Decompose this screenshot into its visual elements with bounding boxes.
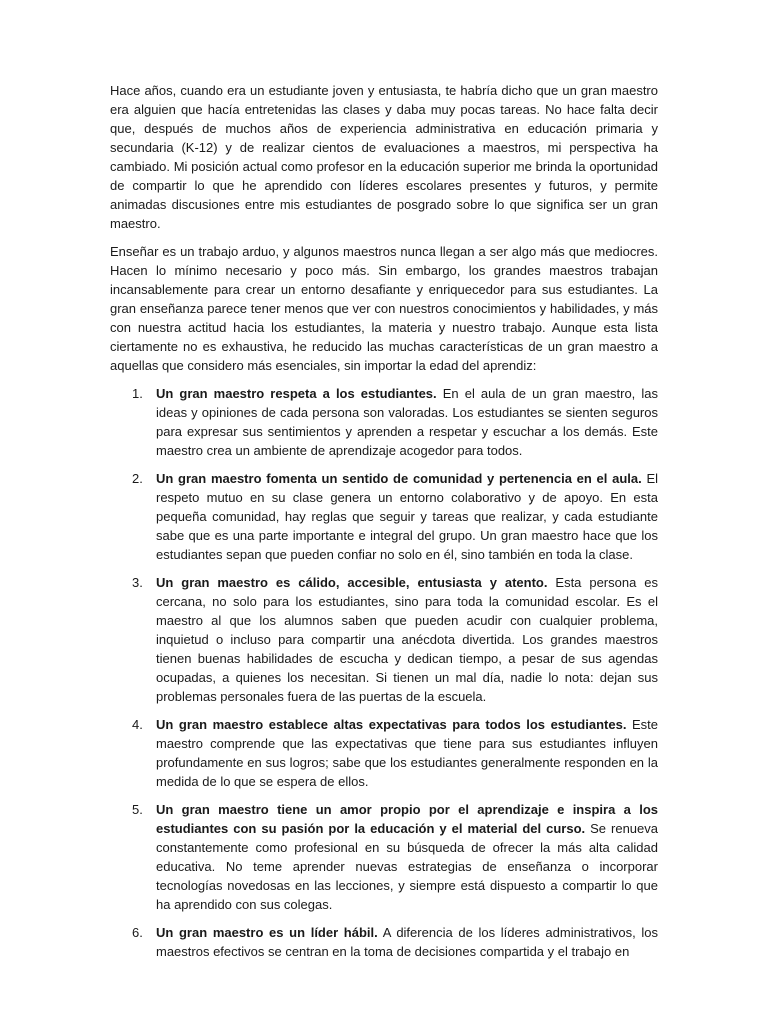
context-paragraph: Enseñar es un trabajo arduo, y algunos maestros nunca llegan a ser algo más que mediocres. Hacen lo mínimo necesario y poco más. Sin embargo, los grandes maestros trabajan incansablemente para crear un entorno desafiante y enriquecedor para sus estudiantes. La gran enseñanza parece tener menos que ver con nuestros conocimientos y habilidades, y más con nuestra actitud hacia los estudiantes, la materia y nuestro trabajo. Aunque esta lista ciertamente no es exhaustiva, he reducido las muchas características de un gran maestro a aquellas que considero más esenciales, sin importar la edad del aprendiz: (110, 244, 658, 373)
list-item (110, 715, 658, 791)
list-number: 4. (132, 717, 143, 732)
list-item-lead: Un gran maestro tiene un amor propio por el aprendizaje e inspira a los estudiantes con su pasión por la educación y el material del curso. (156, 802, 658, 836)
list-item-text: Se renueva constantemente como profesional en su búsqueda de ofrecer la más alta calidad educativa. No teme aprender nuevas estrategias de enseñanza o incorporar tecnologías novedosas en las lecciones, y siempre está dispuesto a compartir lo que ha aprendido con sus colegas. (156, 821, 658, 912)
intro-paragraph: Hace años, cuando era un estudiante joven y entusiasta, te habría dicho que un gran maestro era alguien que hacía entretenidas las clases y daba muy pocas tareas. No hace falta decir que, después de muchos años de experiencia administrativa en educación primaria y secundaria (K-12) y de realizar cientos de evaluaciones a maestros, mi perspectiva ha cambiado. Mi posición actual como profesor en la educación superior me brinda la oportunidad de compartir lo que he aprendido con líderes escolares presentes y futuros, y permite animadas discusiones entre mis estudiantes de posgrado sobre lo que significa ser un gran maestro. (110, 83, 658, 231)
document-page (110, 81, 658, 970)
list-item-lead: Un gran maestro es un líder hábil. (156, 925, 378, 940)
list-item (110, 923, 658, 961)
list-item-lead: Un gran maestro respeta a los estudiantes. (156, 386, 437, 401)
list-item-text: El respeto mutuo en su clase genera un entorno colaborativo y de apoyo. En esta pequeña comunidad, hay reglas que seguir y tareas que realizar, y cada estudiante sabe que es una parte importante e integral del grupo. Un gran maestro hace que los estudiantes sepan que pueden confiar no solo en él, sino también en toda la clase. (156, 471, 658, 562)
list-number: 6. (132, 925, 143, 940)
list-number: 5. (132, 802, 143, 817)
list-item-lead: Un gran maestro establece altas expectativas para todos los estudiantes. (156, 717, 627, 732)
list-item-text: A diferencia de los líderes administrativos, los maestros efectivos se centran en la toma de decisiones compartida y el trabajo en (156, 925, 658, 959)
list-item (110, 384, 658, 460)
list-item (110, 469, 658, 564)
list-number: 2. (132, 471, 143, 486)
list-number: 3. (132, 575, 143, 590)
list-item (110, 800, 658, 914)
list-item-text: Esta persona es cercana, no solo para los estudiantes, sino para toda la comunidad escolar. Es el maestro al que los alumnos saben que pueden acudir con cualquier problema, inquietud o incluso para compartir una anécdota divertida. Los grandes maestros tienen buenas habilidades de escucha y dedican tiempo, a pesar de sus agendas ocupadas, a quienes los necesitan. Si tienen un mal día, nadie lo nota: dejan sus problemas personales fuera de las puertas de la escuela. (156, 575, 658, 704)
list-item-text: Este maestro comprende que las expectativas que tiene para sus estudiantes influyen profundamente en sus logros; sabe que los estudiantes generalmente responden en la medida de lo que se espera de ellos. (156, 717, 658, 789)
characteristics-list (110, 384, 658, 961)
list-item-lead: Un gran maestro fomenta un sentido de comunidad y pertenencia en el aula. (156, 471, 642, 486)
list-item (110, 573, 658, 706)
list-item-lead: Un gran maestro es cálido, accesible, entusiasta y atento. (156, 575, 548, 590)
list-item-text: En el aula de un gran maestro, las ideas y opiniones de cada persona son valoradas. Los estudiantes se sienten seguros para expresar sus sentimientos y aprenden a respetar y escuchar a los demás. Este maestro crea un ambiente de aprendizaje acogedor para todos. (156, 386, 658, 458)
list-number: 1. (132, 386, 143, 401)
